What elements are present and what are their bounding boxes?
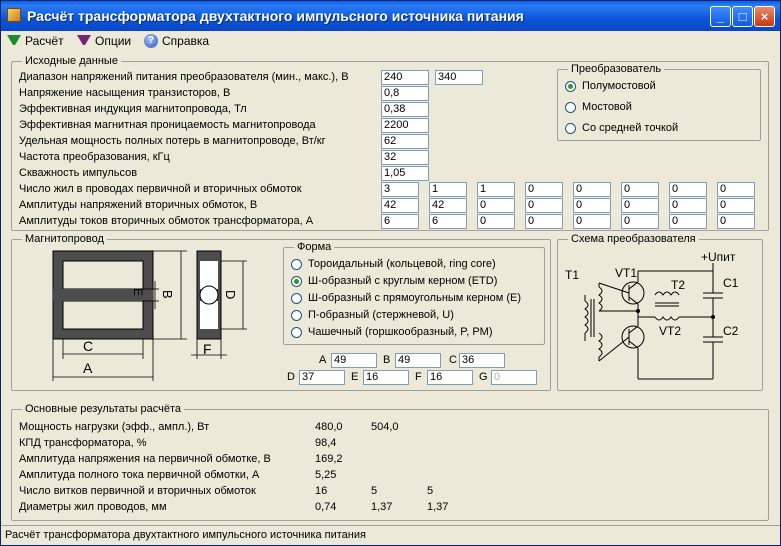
dim-f-label: F: [203, 341, 212, 357]
result-value: 5: [371, 485, 378, 497]
input-field[interactable]: 0: [477, 198, 515, 213]
input-field[interactable]: 0: [717, 198, 755, 213]
input-label: Эффективная магнитная проницаемость магнитопровода: [19, 119, 316, 131]
dimension-label: F: [415, 371, 422, 383]
input-label: Скважность импульсов: [19, 167, 138, 179]
dimension-field: 0: [491, 370, 537, 385]
result-value: 5,25: [315, 469, 337, 481]
input-field[interactable]: 0: [621, 182, 659, 197]
shape-group-title: Форма: [294, 241, 334, 253]
help-icon: ?: [144, 34, 158, 48]
radio-circle-icon: [565, 123, 576, 134]
result-value: 1,37: [371, 501, 393, 513]
input-field[interactable]: 1,05: [381, 166, 429, 181]
result-value: 16: [315, 485, 328, 497]
input-label: Диапазон напряжений питания преобразователя (мин., макс.), В: [19, 71, 349, 83]
minimize-button[interactable]: _: [710, 6, 731, 27]
input-field[interactable]: 0: [621, 198, 659, 213]
input-field[interactable]: 2200: [381, 118, 429, 133]
shape-radio-label: Чашечный (горшкообразный, P, PM): [308, 326, 493, 338]
input-label: Амплитуды токов вторичных обмоток трансформатора, А: [19, 215, 314, 227]
result-value: 504,0: [371, 421, 399, 433]
status-bar: [1, 525, 780, 545]
window-title: Расчёт трансформатора двухтактного импульсного источника питания: [27, 8, 524, 24]
input-field[interactable]: 3: [381, 182, 419, 197]
dimension-label: G: [479, 371, 488, 383]
input-field[interactable]: 6: [429, 214, 467, 229]
input-field[interactable]: 340: [435, 70, 483, 85]
dimension-field[interactable]: 37: [299, 370, 345, 385]
result-label: Амплитуда напряжения на первичной обмотке, В: [19, 453, 271, 465]
label-vt2: VT2: [659, 324, 682, 338]
dim-b-label: B: [160, 290, 175, 299]
dimension-label: A: [319, 354, 327, 366]
radio-circle-icon: [565, 81, 576, 92]
input-field[interactable]: 1: [477, 182, 515, 197]
input-field[interactable]: 0: [525, 182, 563, 197]
input-field[interactable]: 0: [525, 198, 563, 213]
input-field[interactable]: 0,38: [381, 102, 429, 117]
label-c2: C2: [723, 324, 739, 338]
dimension-label: D: [287, 371, 295, 383]
input-field[interactable]: 0: [621, 214, 659, 229]
input-field[interactable]: 62: [381, 134, 429, 149]
converter-radio-label: Мостовой: [582, 101, 632, 113]
radio-circle-icon: [291, 310, 302, 321]
radio-circle-icon: [291, 293, 302, 304]
green-arrow-down-icon: [7, 35, 21, 49]
input-field[interactable]: 0: [669, 198, 707, 213]
label-supply: +Uпит: [701, 251, 736, 264]
shape-radio-label: Ш-образный с прямоугольным керном (E): [308, 292, 522, 304]
input-field[interactable]: 42: [429, 198, 467, 213]
menu-help[interactable]: [144, 32, 209, 50]
results-group-title: Основные результаты расчёта: [22, 403, 184, 415]
input-label: Напряжение насыщения транзисторов, В: [19, 87, 231, 99]
dimension-label: B: [383, 354, 391, 366]
app-icon: [7, 8, 21, 22]
shape-radio-label: Ш-образный с круглым керном (ETD): [308, 275, 498, 287]
result-label: Число витков первичной и вторичных обмоток: [19, 485, 256, 497]
schematic-group-title: Схема преобразователя: [568, 233, 699, 245]
converter-type-title: Преобразователь: [568, 63, 664, 75]
result-label: Диаметры жил проводов, мм: [19, 501, 167, 513]
shape-radio[interactable]: [291, 309, 454, 321]
result-value: 0,74: [315, 501, 337, 513]
dimension-field[interactable]: 16: [363, 370, 409, 385]
input-field[interactable]: 0: [717, 182, 755, 197]
input-field[interactable]: 0: [573, 198, 611, 213]
result-label: Амплитуда полного тока первичной обмотки, А: [19, 469, 260, 481]
shape-radio-label: П-образный (стержневой, U): [308, 309, 454, 321]
label-t2: T2: [671, 278, 686, 292]
radio-circle-icon: [291, 327, 302, 338]
menu-options-label: Опции: [95, 34, 132, 48]
converter-radio-label: Полумостовой: [582, 80, 656, 92]
input-field[interactable]: 240: [381, 70, 429, 85]
input-field[interactable]: 42: [381, 198, 419, 213]
input-data-title: Исходные данные: [22, 55, 121, 67]
converter-radio[interactable]: [565, 80, 656, 92]
shape-radio[interactable]: [291, 275, 497, 287]
radio-circle-icon: [291, 259, 302, 270]
dim-d-label: D: [223, 290, 238, 300]
dimension-field[interactable]: 49: [331, 353, 377, 368]
dimension-field[interactable]: 16: [427, 370, 473, 385]
menu-options[interactable]: [77, 32, 131, 50]
input-field[interactable]: 0: [573, 182, 611, 197]
purple-arrow-down-icon: [77, 35, 91, 49]
result-value: 98,4: [315, 437, 337, 449]
input-label: Удельная мощность полных потерь в магнитопроводе, Вт/кг: [19, 135, 326, 147]
menu-calculate-label: Расчёт: [25, 34, 64, 48]
input-field[interactable]: 0: [477, 214, 515, 229]
input-field[interactable]: 6: [381, 214, 419, 229]
dim-e-label: E: [131, 288, 145, 297]
result-value: 1,37: [427, 501, 449, 513]
close-button[interactable]: ×: [754, 6, 775, 27]
converter-schematic: [563, 251, 759, 385]
core-group-title: Магнитопровод: [22, 233, 107, 245]
input-label: Число жил в проводах первичной и вторичных обмоток: [19, 183, 302, 195]
menu-help-label: Справка: [162, 34, 210, 48]
menu-bar: [1, 31, 780, 51]
input-field[interactable]: 32: [381, 150, 429, 165]
input-field[interactable]: 0: [573, 214, 611, 229]
dimension-label: C: [449, 354, 457, 366]
result-value: 5: [427, 485, 434, 497]
dim-c-label: C: [83, 338, 94, 354]
result-label: Мощность нагрузки (эфф., ампл.), Вт: [19, 421, 210, 433]
converter-radio[interactable]: [565, 101, 632, 113]
radio-circle-icon: [565, 102, 576, 113]
dim-a-label: A: [83, 360, 93, 376]
shape-radio[interactable]: [291, 258, 496, 270]
shape-radio[interactable]: [291, 326, 493, 338]
converter-radio[interactable]: [565, 122, 678, 134]
input-field[interactable]: 0: [525, 214, 563, 229]
result-value: 480,0: [315, 421, 343, 433]
input-field[interactable]: 0: [669, 214, 707, 229]
core-drawing: [41, 247, 263, 385]
dimension-field[interactable]: 49: [395, 353, 441, 368]
label-vt1: VT1: [615, 266, 638, 280]
title-bar[interactable]: [1, 1, 780, 31]
label-c1: C1: [723, 276, 739, 290]
radio-circle-icon: [291, 276, 302, 287]
status-text: Расчёт трансформатора двухтактного импульсного источника питания: [5, 529, 366, 541]
input-field[interactable]: 1: [429, 182, 467, 197]
input-field[interactable]: 0,8: [381, 86, 429, 101]
label-t1: T1: [565, 268, 580, 282]
dimension-label: E: [351, 371, 359, 383]
result-label: КПД трансформатора, %: [19, 437, 147, 449]
result-value: 169,2: [315, 453, 343, 465]
shape-radio-label: Тороидальный (кольцевой, ring core): [308, 258, 496, 270]
shape-radio[interactable]: [291, 292, 521, 304]
dimension-field[interactable]: 36: [459, 353, 505, 368]
input-field[interactable]: 0: [717, 214, 755, 229]
menu-calculate[interactable]: [7, 32, 64, 50]
maximize-button[interactable]: □: [732, 6, 753, 27]
input-label: Эффективная индукция магнитопровода, Тл: [19, 103, 247, 115]
input-label: Частота преобразования, кГц: [19, 151, 170, 163]
input-field[interactable]: 0: [669, 182, 707, 197]
converter-radio-label: Со средней точкой: [582, 122, 679, 134]
input-label: Амплитуды напряжений вторичных обмоток, В: [19, 199, 258, 211]
